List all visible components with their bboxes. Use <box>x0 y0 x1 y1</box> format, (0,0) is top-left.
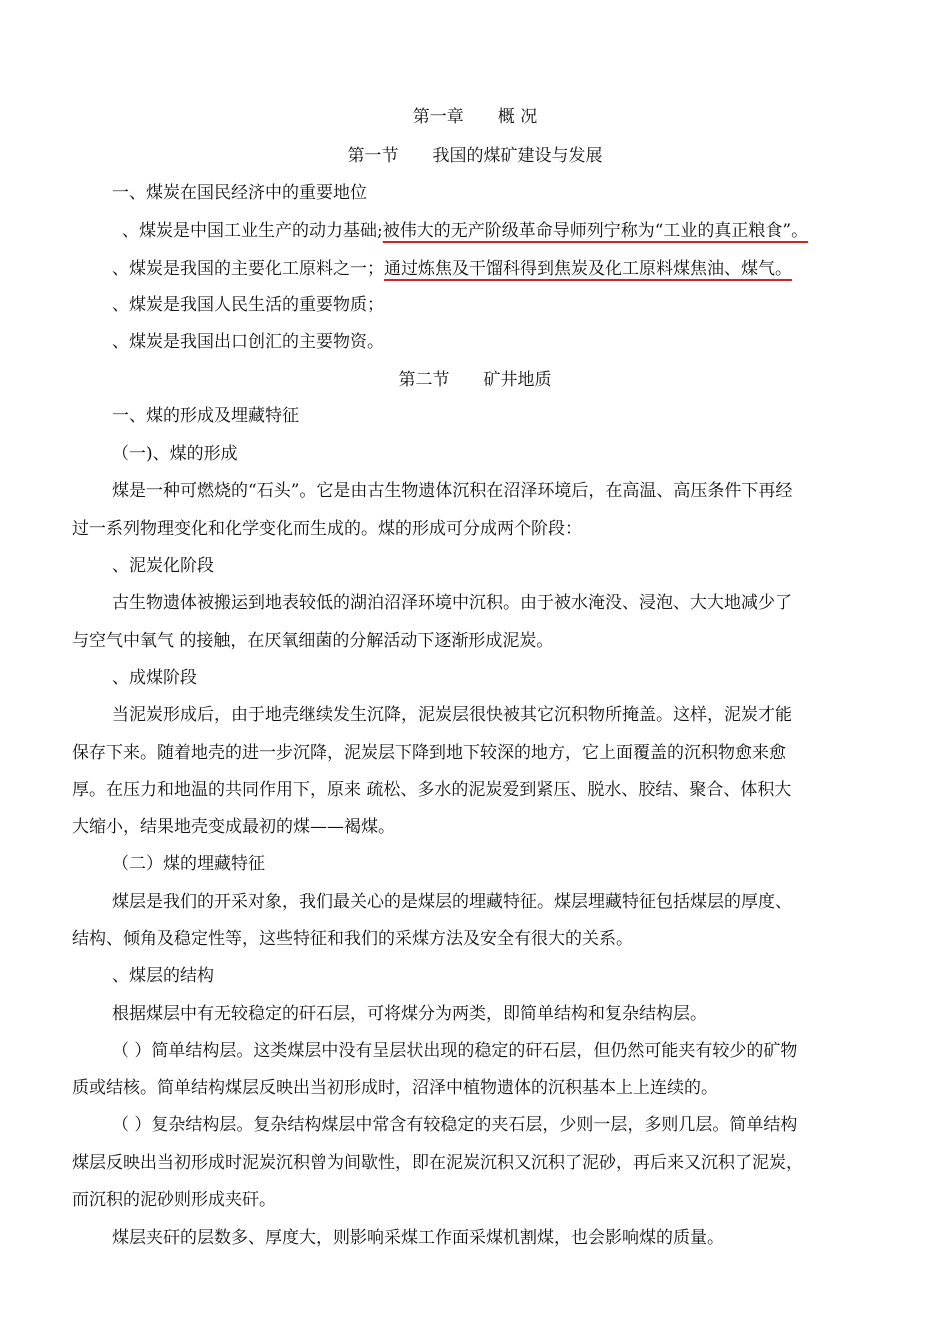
subsection-heading: 、泥炭化阶段 <box>112 556 214 576</box>
paragraph-line: （ ）复杂结构层。复杂结构煤层中常含有较稳定的夹石层，少则一层，多则几层。简单结构 <box>112 1115 798 1135</box>
underlined-text: 通过炼焦及干馏科得到焦炭及化工原料煤焦油、煤气。 <box>384 259 792 279</box>
paragraph-line: 而沉积的泥砂则形成夹矸。 <box>72 1190 276 1210</box>
paragraph-line: 煤是一种可燃烧的“石头”。它是由古生物遗体沉积在沼泽环境后，在高温、高压条件下再经 <box>112 481 793 501</box>
paragraph-line: 结构、倾角及稳定性等，这些特征和我们的采煤方法及安全有很大的关系。 <box>72 929 633 949</box>
underlined-text: 被伟大的无产阶级革命导师列宁称为“工业的真正粮食”。 <box>382 221 809 241</box>
paragraph-line: 古生物遗体被搬运到地表较低的湖泊沼泽环境中沉积。由于被水淹没、浸泡、大大地减少了 <box>112 593 792 613</box>
paragraph-line: 过一系列物理变化和化学变化而生成的。煤的形成可分成两个阶段： <box>72 519 582 539</box>
paragraph-line: 当泥炭形成后，由于地壳继续发生沉降，泥炭层很快被其它沉积物所掩盖。这样，泥炭才能 <box>112 705 792 725</box>
subsection-heading: 、煤层的结构 <box>112 966 214 986</box>
subsection-heading: （二）煤的埋藏特征 <box>112 854 265 874</box>
paragraph-line: （ ）简单结构层。这类煤层中没有呈层状出现的稳定的矸石层，但仍然可能夹有较少的矿物 <box>112 1041 798 1061</box>
paragraph-line: 质或结核。简单结构煤层反映出当初形成时，沼泽中植物遗体的沉积基本上上连续的。 <box>72 1078 718 1098</box>
paragraph-line: 煤层是我们的开采对象，我们最关心的是煤层的埋藏特征。煤层埋藏特征包括煤层的厚度、 <box>112 892 792 912</box>
paragraph-line: 厚。在压力和地温的共同作用下，原来 疏松、多水的泥炭爱到紧压、脱水、胶结、聚合、体积大 <box>72 780 792 800</box>
paragraph-line: 大缩小，结果地壳变成最初的煤——褐煤。 <box>72 817 395 837</box>
list-item: 、煤炭是我国出口创汇的主要物资。 <box>112 332 384 352</box>
paragraph-line: 根据煤层中有无较稳定的矸石层，可将煤分为两类，即简单结构和复杂结构层。 <box>112 1004 707 1024</box>
list-item: 、煤炭是我国的主要化工原料之一；通过炼焦及干馏科得到焦炭及化工原料煤焦油、煤气。 <box>112 259 792 279</box>
list-item: 、煤炭是中国工业生产的动力基础;被伟大的无产阶级革命导师列宁称为“工业的真正粮食”。 <box>122 221 809 241</box>
paragraph-line: 保存下来。随着地壳的进一步沉降，泥炭层下降到地下较深的地方，它上面覆盖的沉积物愈来愈 <box>72 743 786 763</box>
list-item: 、煤炭是我国人民生活的重要物质； <box>112 295 384 315</box>
subsection-heading: 一、煤的形成及埋藏特征 <box>112 406 299 426</box>
paragraph-line: 煤层反映出当初形成时泥炭沉积曾为间歇性，即在泥炭沉积又沉积了泥砂，再后来又沉积了泥炭， <box>72 1153 803 1173</box>
subsection-heading: 、成煤阶段 <box>112 668 197 688</box>
subsection-heading: （一)、煤的形成 <box>112 444 238 464</box>
subsection-heading: 一、煤炭在国民经济中的重要地位 <box>112 183 367 203</box>
section-2-heading: 第二节 矿井地质 <box>398 370 552 390</box>
paragraph-line: 与空气中氧气 的接触，在厌氧细菌的分解活动下逐渐形成泥炭。 <box>72 631 554 651</box>
paragraph-line: 煤层夹矸的层数多、厚度大，则影响采煤工作面采煤机割煤，也会影响煤的质量。 <box>112 1228 724 1248</box>
chapter-heading: 第一章 概 况 <box>412 107 538 127</box>
section-1-heading: 第一节 我国的煤矿建设与发展 <box>347 146 603 166</box>
